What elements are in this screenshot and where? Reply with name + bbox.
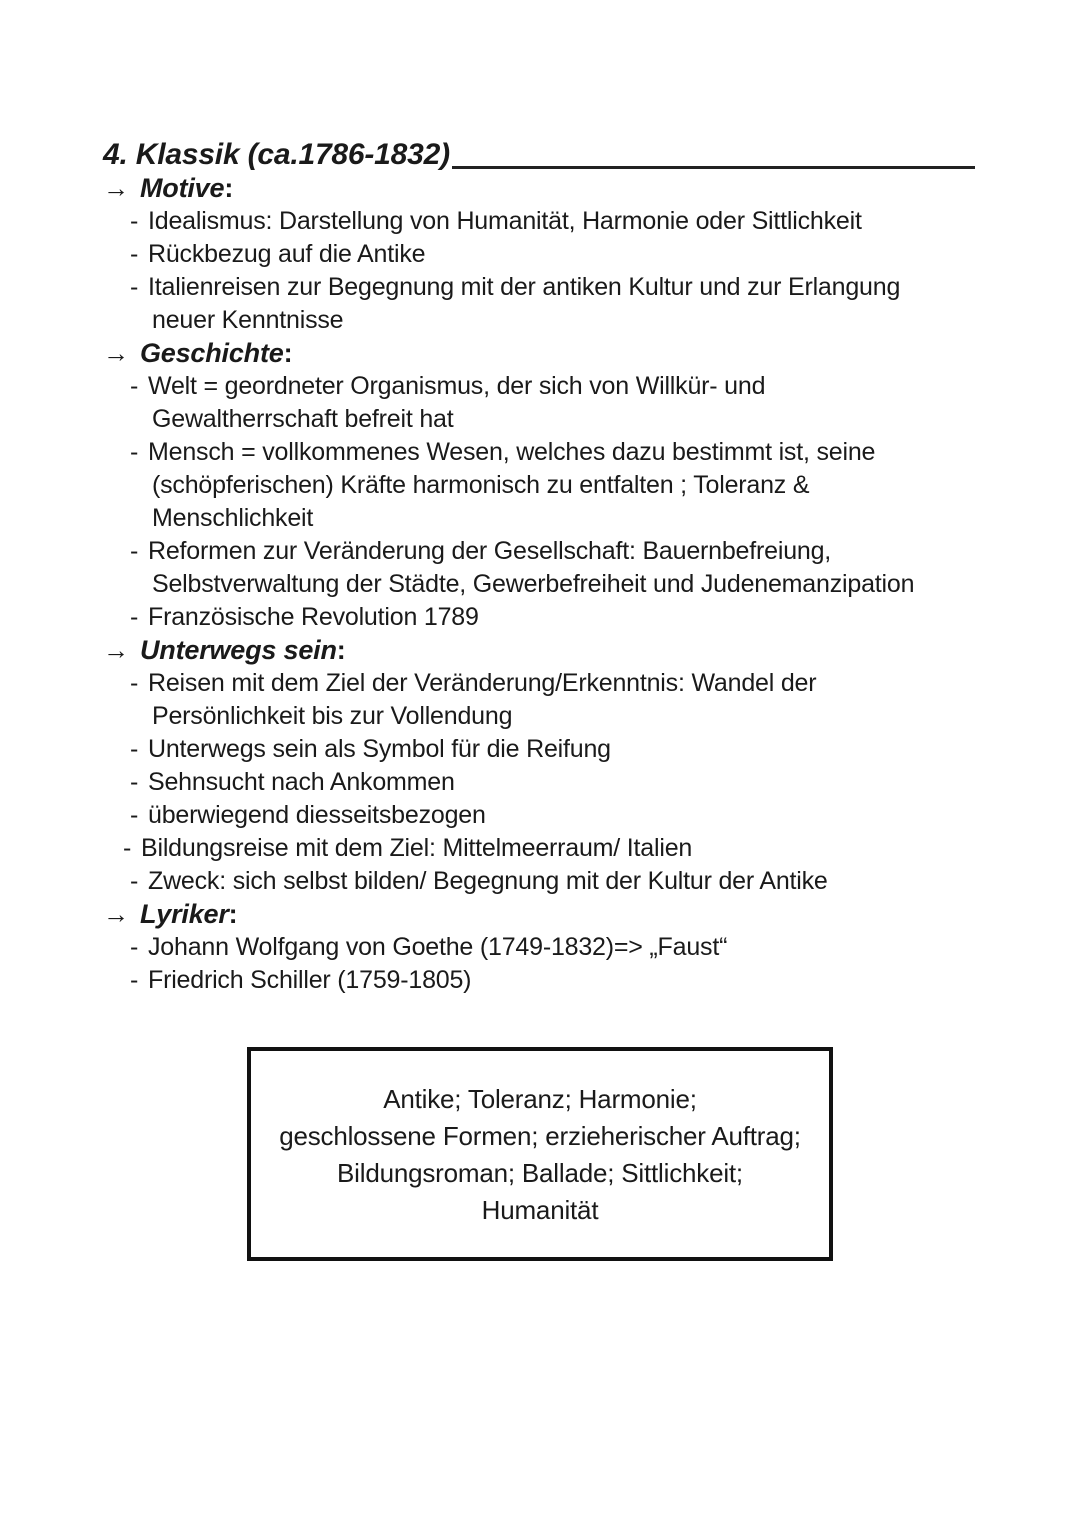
section-label: Unterwegs sein: [140, 635, 337, 665]
bullet-dash: -: [130, 966, 139, 994]
bullet-dash: -: [130, 207, 139, 235]
bullet-dash: -: [130, 933, 139, 961]
list-item: [103, 535, 975, 568]
list-item: [96, 832, 975, 865]
bullet-dash: -: [130, 603, 139, 631]
list-item: [103, 601, 975, 634]
list-item-text: Unterwegs sein als Symbol für die Reifung: [148, 735, 611, 763]
list-item-text: Bildungsreise mit dem Ziel: Mittelmeerraum/ Italien: [141, 834, 693, 862]
section-header-unterwegs-sein: [103, 634, 975, 667]
keywords-box: [247, 1047, 833, 1261]
bullet-dash: -: [130, 240, 139, 268]
bullet-dash: -: [130, 669, 139, 697]
bullet-dash: -: [130, 768, 139, 796]
bullet-dash: -: [130, 438, 139, 466]
section-colon: :: [224, 173, 234, 203]
list-item-text: Französische Revolution 1789: [148, 603, 479, 631]
list-item-text: Friedrich Schiller (1759-1805): [148, 966, 472, 994]
page-title: [103, 138, 975, 172]
page-title-text: 4. Klassik (ca.1786-1832): [103, 138, 450, 171]
section-colon: :: [336, 635, 346, 665]
arrow-icon: →: [103, 173, 129, 203]
list-item-text: Reformen zur Veränderung der Gesellschaft: Bauernbefreiung,: [148, 537, 832, 565]
list-item: [103, 271, 975, 304]
bullet-dash: -: [130, 273, 139, 301]
bullet-dash: -: [130, 735, 139, 763]
list-item-text: Welt = geordneter Organismus, der sich von Willkür- und: [148, 372, 766, 400]
list-item-text: Reisen mit dem Ziel der Veränderung/Erkenntnis: Wandel der: [148, 669, 817, 697]
list-item: [103, 667, 975, 700]
bullet-dash: -: [123, 834, 132, 862]
list-item: [103, 865, 975, 898]
list-item-continuation: Persönlichkeit bis zur Vollendung: [152, 702, 513, 730]
section-colon: :: [283, 338, 293, 368]
list-item-text: Rückbezug auf die Antike: [148, 240, 426, 268]
section-label: Lyriker: [140, 899, 229, 929]
list-item: [103, 964, 975, 997]
arrow-icon: →: [103, 635, 129, 665]
list-item-continuation: neuer Kenntnisse: [152, 306, 344, 334]
list-item-text: Idealismus: Darstellung von Humanität, Harmonie oder Sittlichkeit: [148, 207, 862, 235]
list-item: [103, 205, 975, 238]
list-item: [103, 799, 975, 832]
bullet-dash: -: [130, 867, 139, 895]
section-header-motive: [103, 172, 975, 205]
list-item-continuation: Menschlichkeit: [152, 504, 314, 532]
section-header-geschichte: [103, 337, 975, 370]
section-header-lyriker: [103, 898, 975, 931]
list-item: [103, 931, 975, 964]
keywords-line: Humanität: [481, 1195, 599, 1225]
list-item-continuation: Selbstverwaltung der Städte, Gewerbefreiheit und Judenemanzipation: [152, 570, 915, 598]
list-item: [103, 238, 975, 271]
list-item: [103, 370, 975, 403]
bullet-dash: -: [130, 537, 139, 565]
list-item-text: Sehnsucht nach Ankommen: [148, 768, 455, 796]
bullet-dash: -: [130, 372, 139, 400]
keywords-line: Bildungsroman; Ballade; Sittlichkeit;: [337, 1158, 743, 1188]
title-underline: [452, 166, 975, 169]
list-item-text: überwiegend diesseitsbezogen: [148, 801, 486, 829]
section-label: Motive: [140, 173, 225, 203]
list-item-continuation: (schöpferischen) Kräfte harmonisch zu entfalten ; Toleranz &: [152, 471, 810, 499]
list-item: [103, 733, 975, 766]
list-item-text: Italienreisen zur Begegnung mit der antiken Kultur und zur Erlangung: [148, 273, 901, 301]
bullet-dash: -: [130, 801, 139, 829]
section-colon: :: [228, 899, 238, 929]
list-item-text: Johann Wolfgang von Goethe (1749-1832)=> „Faust“: [148, 933, 728, 961]
list-item-continuation: Gewaltherrschaft befreit hat: [152, 405, 454, 433]
arrow-icon: →: [103, 338, 129, 368]
arrow-icon: →: [103, 899, 129, 929]
keywords-line: geschlossene Formen; erzieherischer Auftrag;: [279, 1121, 801, 1151]
list-item: [103, 436, 975, 469]
list-item-text: Mensch = vollkommenes Wesen, welches dazu bestimmt ist, seine: [148, 438, 876, 466]
list-item-text: Zweck: sich selbst bilden/ Begegnung mit der Kultur der Antike: [148, 867, 828, 895]
section-label: Geschichte: [140, 338, 284, 368]
list-item: [103, 766, 975, 799]
keywords-line: Antike; Toleranz; Harmonie;: [383, 1084, 697, 1114]
